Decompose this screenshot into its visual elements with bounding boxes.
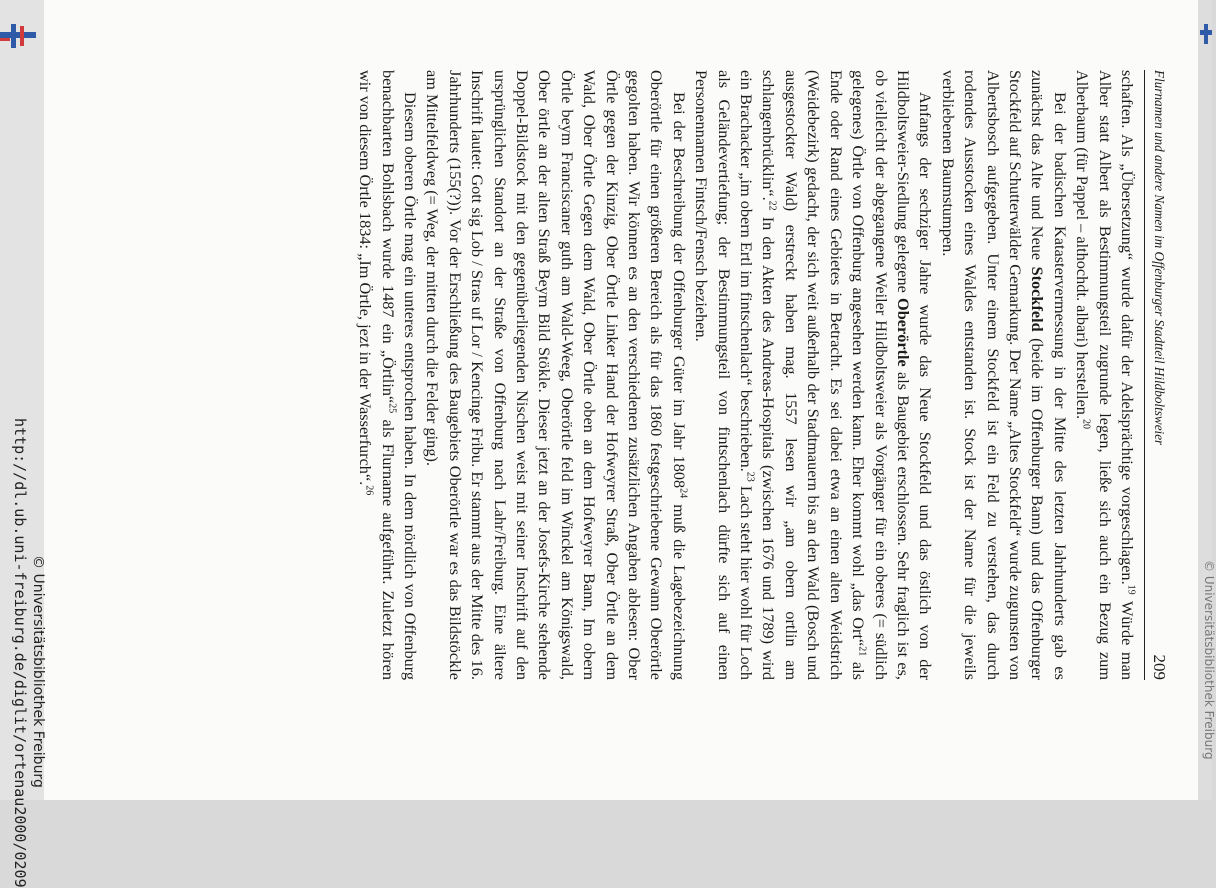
page-content-rotated [44,0,1198,800]
right-edge-text: © Universitätsbibliothek Freiburg [1202,560,1216,760]
copyright-notice: © Universitätsbibliothek Freiburg [30,555,46,788]
running-header [1144,70,1170,680]
source-url[interactable]: http://dl.ub.uni-freiburg.de/diglit/ortenau2000/0209 [11,418,29,888]
paragraph: Bei der badischen Katastervermessung in der Mitte des letzten Jahrhunderts gab es zunächst das Alte und Neue Stockfeld (beide im Offenburger Bann) und das Offenburger Stockfeld auf Schutterwälder Gemarkung. Der Name „Altes Stockfeld“ wurde zugunsten von Albertsbosch aufgegeben. Unter einem Stockfeld ist ein Feld zu verstehen, das durch rodendes Ausstocken eines Waldes entstanden ist. Stock ist der Name für die jeweils verbliebenen Baumstumpen. [938,70,1070,680]
page-number: 209 [1150,654,1170,680]
right-edge-strip [1198,0,1216,800]
paragraph: schaften. Als „Übersetzung“ wurde dafür der Adelsprächtige vorgeschlagen.$^{19}$ Würde man Alber statt Albert als Bestimmungsteil zugrunde legen, ließe sich auch ein Bezug zum Alberbaum (für Pappel – althochdt. albari) herstellen.$^{20}$ [1073,70,1137,681]
running-head-title: Flurnamen und andere Namen im Offenburger Stadtteil Hildboltsweier [1152,70,1168,446]
paragraph: Diesem oberen Örtle mag ein unteres entsprochen haben. In dem nördlich von Offenburg benachbarten Bohlsbach wurde 1487 ein „Örtlin“$^{25}$ als Flurname aufgeführt. Zuletzt hören wir von diesem Örtle 1834: „Im Örtle, jezt in der Wasserfurch“.$^{26}$ [356,70,420,680]
paragraph: Anfangs der sechziger Jahre wurde das Neue Stockfeld und das östlich von der Hildboltsweier-Siedlung gelegene Oberörtle als Baugebiet erschlossen. Sehr fraglich ist es, ob vielleicht der abgegangene Weiler Hildboltsweier als Vorgänger für ein oberes (= südlich gelegenes) Örtle von Offenburg angesehen werden kann. Eher kommt wohl „das Ort“$^{21}$ als Ende oder Rand eines Gebietes in Betracht. Es sei dabei etwa an einen alten Weidstrich (Weidebezirk) gedacht, der sich weit außerhalb der Stadtmauern bis an den Wald (Bosch und ausgestockter Wald) erstreckt haben mag. 1557 lesen wir „am obern ortlin am schlangenbrücklin“.$^{22}$ In den Akten des Andreas-Hospitals (zwischen 1676 und 1789) wird ein Brachacker „im obern Ertl im fintschenlach“ beschrieben.$^{23}$ Lach steht hier wohl für Loch als Geländevertiefung; der Bestimmungsteil von fintschenlach dürfte sich auf einen Personennamen Fintsch/Fensch beziehen. [692,70,936,680]
body-text [354,70,1138,680]
source-url-strip [0,0,46,888]
paragraph: Bei der Beschreibung der Offenburger Güter im Jahr 1808$^{24}$ muß die Lagebezeichnung Oberörtle für einen größeren Bereich als für das 1860 festgeschriebene Gewann Oberörtle gegolten haben. Wir können es an den verschiedenen zusätzlichen Angaben ablesen: Ober Örtle gegen der Kinzig, Ober Örtle Linker Hand der Hofweyrer Straß, Ober Örtle an dem Wald, Ober Örtle Gegen dem Wald, Ober Örtle oben an dem Hofweyrer Bann, Im obern Örtle beym Franciscaner guth am Wald-Weeg, Oberörtle feld im Winckel am Königswald, Ober örtle an der alten Straß Beym Bild Stökle. Dieser jetzt an der Josefs-Kirche stehende Doppel-Bildstock mit den gegenüberliegenden Nischen weist mit seiner Inschrift auf den ursprünglichen Standort an der Straße von Offenburg nach Lahr/Freiburg. Eine ältere Inschrift lautet: Gott sig Lob / Stras uf Lor / Kencinge Fribu. Er stammt aus der Mitte des 16. Jahrhunderts (155(?)). Vor der Erschließung des Baugebiets Oberörtle war es das Bildstöckle am Mittelfeldweg (= Weg, der mitten durch die Felder ging). [423,70,689,680]
page-text-block [354,70,1170,680]
